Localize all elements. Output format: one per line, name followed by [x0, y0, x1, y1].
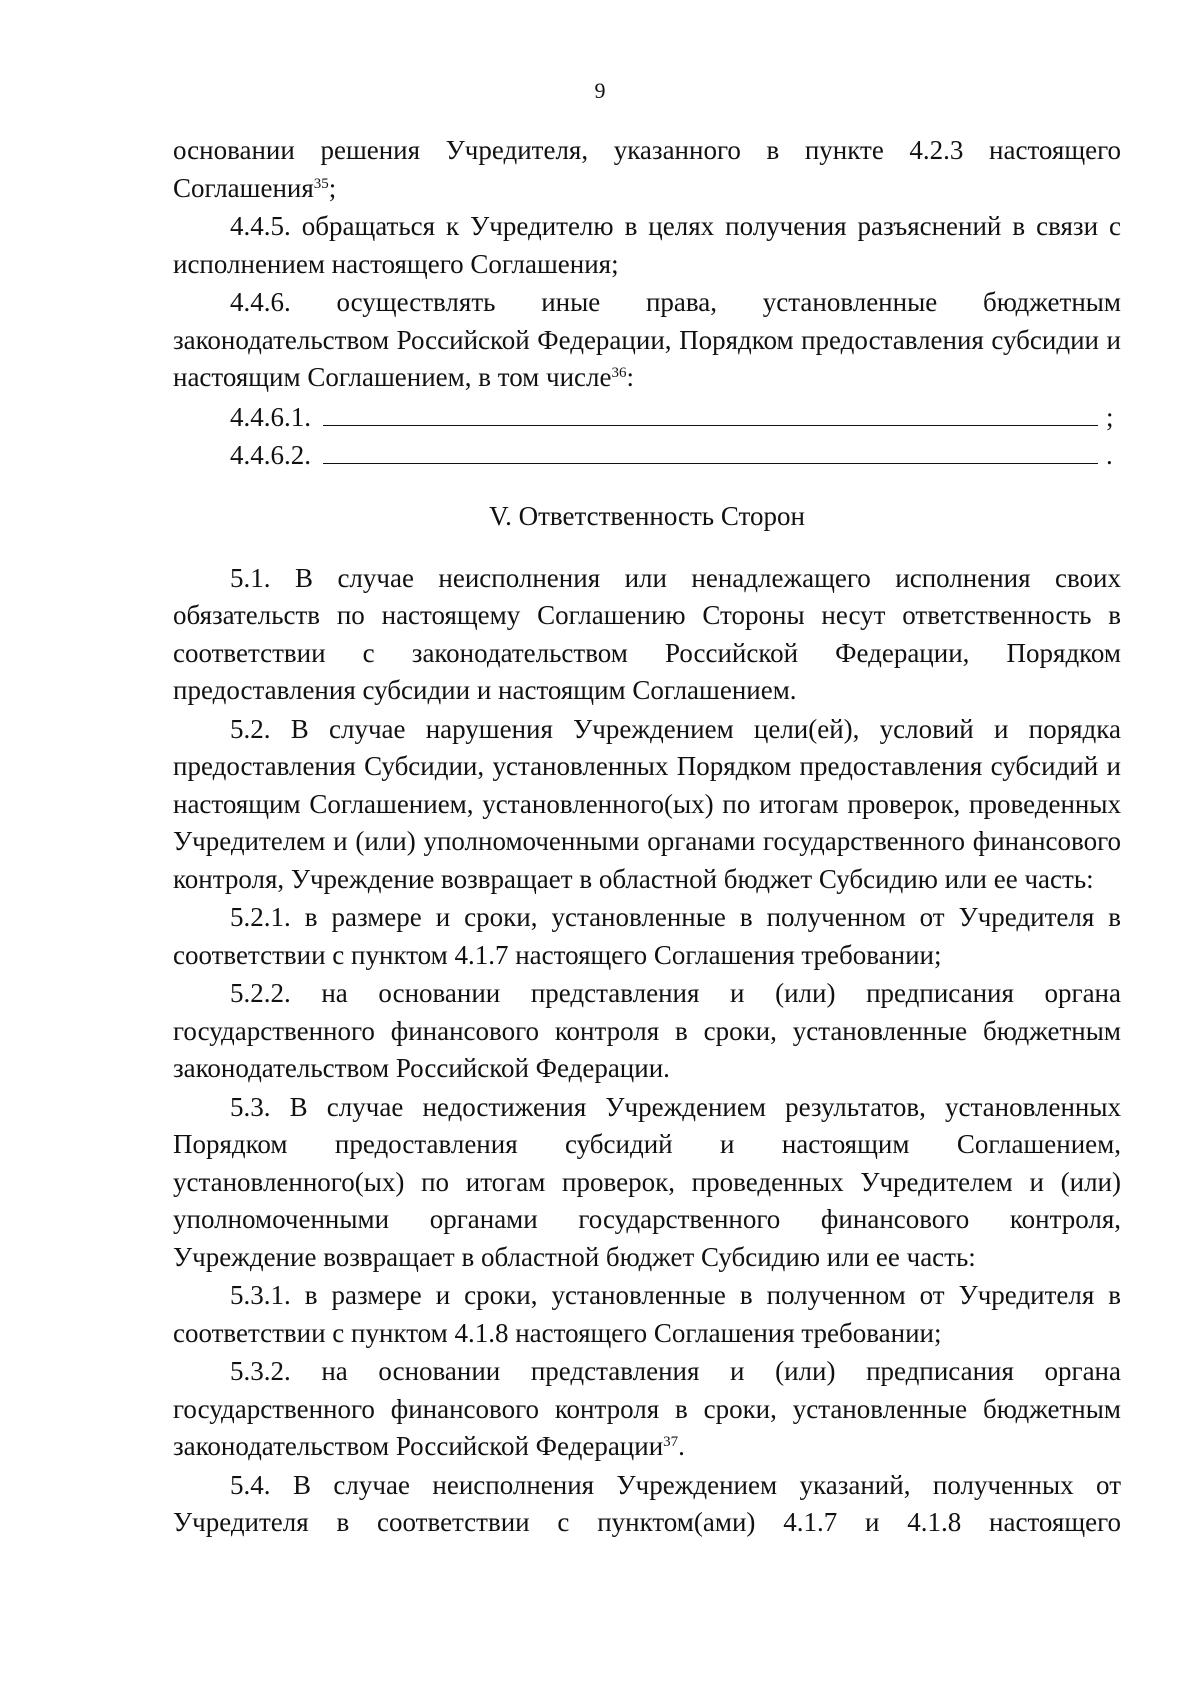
paragraph-tail: ;	[328, 172, 337, 203]
paragraph-5-2-1: 5.2.1. в размере и сроки, установленные в полученном от Учредителя в соответствии с пунктом 4.1.7 настоящего Соглашения требовании;	[173, 902, 1121, 970]
paragraph-5-2-2: 5.2.2. на основании представления и (или) предписания органа государственного финансового контроля в сроки, установленные бюджетным законодательством Российской Федерации.	[173, 978, 1121, 1083]
paragraph-text: 5.3.2. на основании представления и (или) предписания органа государственного финансового контроля в сроки, установленные бюджетным законодательством Российской Федерации	[173, 1356, 1121, 1461]
paragraph-tail: :	[626, 362, 635, 392]
paragraph-text: основании решения Учредителя, указанного в пункте 4.2.3 настоящего Соглашения	[173, 135, 1121, 203]
footnote-ref-36: 36	[611, 365, 627, 381]
blank-item-4-4-6-2	[173, 436, 1121, 474]
paragraph-5-1: 5.1. В случае неисполнения или ненадлежащего исполнения своих обязательств по настоящему Соглашению Стороны несут ответственность в соответствии с законодательством Российской Федерации, Порядком предоставления субсидии и настоящим Соглашением.	[173, 562, 1121, 705]
blank-item-number: 4.4.6.2.	[230, 439, 311, 470]
blank-item-number: 4.4.6.1.	[230, 401, 311, 432]
paragraph-text: 4.4.6. осуществлять иные права, установленные бюджетным законодательством Российской Федерации, Порядком предоставления субсидии и настоящим Соглашением, в том числе	[173, 287, 1121, 392]
fill-in-line	[323, 436, 1098, 464]
paragraph-5-4: 5.4. В случае неисполнения Учреждением указаний, полученных от Учредителя в соответствии с пунктом(ами) 4.1.7 и 4.1.8 настоящего	[173, 1469, 1121, 1537]
paragraph-5-3-2	[173, 1353, 1121, 1466]
paragraph-5-2: 5.2. В случае нарушения Учреждением цели(ей), условий и порядка предоставления Субсидии, установленных Порядком предоставления субсидий и настоящим Соглашением, установленного(ых) по итогам проверок, проведенных Учредителем и (или) уполномоченными органами государственного финансового контроля, Учреждение возвращает в областной бюджет Субсидию или ее часть:	[173, 713, 1121, 894]
fill-in-line	[323, 398, 1098, 426]
section-heading: V. Ответственность Сторон	[489, 500, 805, 531]
paragraph-4-4-6	[173, 284, 1121, 397]
blank-item-end: ;	[1106, 401, 1114, 432]
blank-item-end: .	[1106, 439, 1113, 470]
paragraph-4-4-5: 4.4.5. обращаться к Учредителю в целях получения разъяснений в связи с исполнением настоящего Соглашения;	[173, 211, 1121, 279]
paragraph-continuation	[173, 132, 1121, 207]
document-body	[173, 132, 1121, 1543]
page-number: 9	[594, 78, 606, 103]
footnote-ref-35: 35	[313, 175, 329, 192]
paragraph-tail: .	[678, 1431, 685, 1461]
footnote-ref-37: 37	[663, 1434, 679, 1450]
blank-item-4-4-6-1	[173, 398, 1121, 436]
paragraph-5-3: 5.3. В случае недостижения Учреждением результатов, установленных Порядком предоставления субсидий и настоящим Соглашением, установленного(ых) по итогам проверок, проведенных Учредителем и (или) уполномоченными органами государственного финансового контроля, Учреждение возвращает в областной бюджет Субсидию или ее часть:	[173, 1091, 1121, 1272]
paragraph-5-3-1: 5.3.1. в размере и сроки, установленные в полученном от Учредителя в соответствии с пунктом 4.1.8 настоящего Соглашения требовании;	[173, 1280, 1121, 1348]
